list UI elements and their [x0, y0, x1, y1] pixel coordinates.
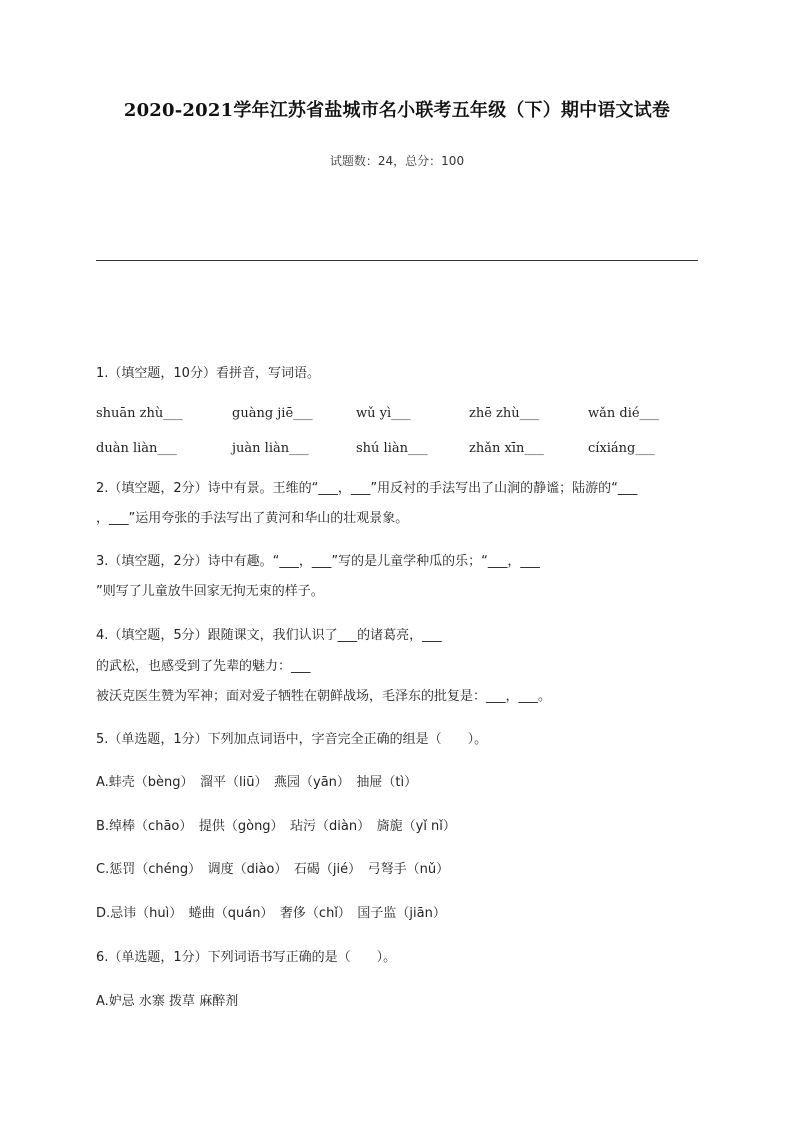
pinyin-item: juàn liàn___ — [232, 441, 309, 456]
option-a: A.蚌壳（bèng） 溜平（liū） 燕园（yān） 抽屉（tì） — [96, 775, 418, 790]
question-3-line-1: 3.（填空题，2分）诗中有趣。“___，___”写的是儿童学种瓜的乐；“___，___ — [96, 554, 540, 569]
pinyin-item: wǎn dié___ — [588, 406, 660, 421]
pinyin-item: zhǎn xīn___ — [469, 441, 544, 456]
option-d: D.忌讳（huì） 蜷曲（quán） 奢侈（chǐ） 国子监（jiān） — [96, 906, 446, 921]
option-b: B.绰棒（chāo） 提供（gòng） 玷污（diàn） 旖旎（yǐ nǐ） — [96, 819, 456, 834]
pinyin-item: guàng jiē___ — [232, 406, 313, 421]
pinyin-item: shuān zhù___ — [96, 406, 183, 421]
divider — [96, 260, 698, 261]
page-title: 2020-2021学年江苏省盐城市名小联考五年级（下）期中语文试卷 — [123, 100, 671, 121]
exam-summary: 试题数：24，总分：100 — [329, 154, 465, 168]
question-4-line-1: 4.（填空题，5分）跟随课文，我们认识了___的诸葛亮，___ — [96, 628, 442, 643]
question-3-line-2: ”则写了儿童放牛回家无拘无束的样子。 — [96, 584, 324, 599]
pinyin-item: wǔ yì___ — [356, 406, 411, 421]
question-6-stem: 6.（单选题，1分）下列词语书写正确的是（ ）。 — [96, 950, 397, 965]
pinyin-item: zhē zhù___ — [469, 406, 540, 421]
question-1-stem: 1.（填空题，10分）看拼音，写词语。 — [96, 366, 320, 381]
pinyin-item: duàn liàn___ — [96, 441, 177, 456]
option-a: A.妒忌 水寨 拨草 麻醉剂 — [96, 994, 239, 1009]
question-4-line-2: 的武松，也感受到了先辈的魅力：___ — [96, 659, 311, 674]
question-4-line-3: 被沃克医生赞为军神；面对爱子牺牲在朝鲜战场，毛泽东的批复是：___，___。 — [96, 689, 552, 704]
question-2-line-1: 2.（填空题，2分）诗中有景。王维的“___，___”用反衬的手法写出了山涧的静谧；陆游的“___ — [96, 481, 638, 496]
option-c: C.惩罚（chéng） 调度（diào） 石碣（jié） 弓弩手（nǔ） — [96, 862, 450, 877]
question-5-stem: 5.（单选题，1分）下列加点词语中，字音完全正确的组是（ ）。 — [96, 732, 488, 747]
question-2-line-2: ，___”运用夸张的手法写出了黄河和华山的壮观景象。 — [96, 511, 409, 526]
pinyin-item: cíxiáng___ — [588, 441, 655, 456]
pinyin-item: shú liàn___ — [356, 441, 428, 456]
